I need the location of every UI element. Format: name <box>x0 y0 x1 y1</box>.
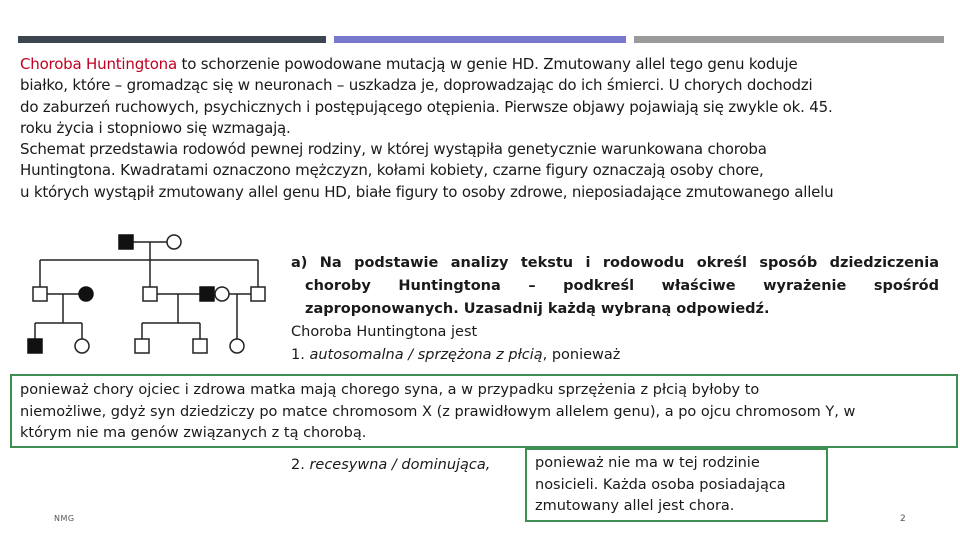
intro-line: roku życia i stopniowo się wzmagają. <box>20 118 291 137</box>
healthy-female-symbol <box>230 339 244 353</box>
answer-box-1[interactable] <box>10 374 958 448</box>
question-line: a) Na podstawie analizy tekstu i rodowodu określ sposób dziedziczenia <box>291 255 939 271</box>
answer-box-2[interactable] <box>525 448 828 522</box>
affected-male-symbol <box>200 287 214 301</box>
intro-line: Huntingtona. Kwadratami oznaczono mężczyzn, kołami kobiety, czarne figury oznaczają osoby chore, <box>20 161 764 180</box>
healthy-male-symbol <box>135 339 149 353</box>
intro-line: białko, które – gromadząc się w neuronach – uszkadza je, doprowadzając do ich śmierci. U chorych dochodzi <box>20 76 813 95</box>
answer-line: ponieważ nie ma w tej rodzinie <box>535 455 760 471</box>
footer-author: NMG <box>54 514 75 523</box>
option-1-choices: autosomalna / sprzężona z płcią <box>309 347 543 363</box>
healthy-male-symbol <box>193 339 207 353</box>
answer-line: niemożliwe, gdyż syn dziedziczy po matce chromosom X (z prawidłowym allelem genu), a po ojcu chromosom Y, w <box>20 403 856 420</box>
intro-line: do zaburzeń ruchowych, psychicznych i postępującego otępienia. Pierwsze objawy pojawiają się zwykle ok. 45. <box>20 97 833 116</box>
intro-text <box>20 54 945 203</box>
header-bar-gray <box>634 36 944 43</box>
answer-line: zmutowany allel jest chora. <box>535 498 735 514</box>
intro-line: Schemat przedstawia rodowód pewnej rodziny, w której wystąpiła genetycznie warunkowana choroba <box>20 140 767 159</box>
option-1: 1. autosomalna / sprzężona z płcią, ponieważ <box>291 347 621 363</box>
answer-line: którym nie ma genów związanych z tą chorobą. <box>20 425 367 441</box>
affected-male-symbol <box>28 339 42 353</box>
pedigree-chart <box>0 234 280 358</box>
question-block <box>291 252 939 367</box>
question-line: zaproponowanych. Uzasadnij każdą wybraną odpowiedź. <box>305 301 770 317</box>
question-instruction <box>291 252 939 321</box>
option-2: 2. recesywna / dominująca, <box>291 457 491 473</box>
intro-line: u których wystąpił zmutowany allel genu HD, białe figury to osoby zdrowe, nieposiadające zmutowanego allelu <box>20 182 834 201</box>
healthy-male-symbol <box>251 287 265 301</box>
answer-line: nosicieli. Każda osoba posiadająca <box>535 476 786 493</box>
healthy-female-symbol <box>215 287 229 301</box>
healthy-female-symbol <box>75 339 89 353</box>
healthy-female-symbol <box>167 235 181 249</box>
healthy-male-symbol <box>143 287 157 301</box>
page-number: 2 <box>900 514 906 524</box>
option-2-choices: recesywna / dominująca, <box>309 457 491 473</box>
healthy-male-symbol <box>33 287 47 301</box>
affected-female-symbol <box>79 287 93 301</box>
header-bar-dark <box>18 36 326 43</box>
question-line: choroby Huntingtona – podkreśl właściwe wyrażenie spośród <box>305 278 939 294</box>
affected-male-symbol <box>119 235 133 249</box>
header-bar-blue <box>334 36 626 43</box>
intro-line: Choroba Huntingtona to schorzenie powodowane mutacją w genie HD. Zmutowany allel tego genu koduje <box>20 55 798 73</box>
question-stem: Choroba Huntingtona jest <box>291 324 478 340</box>
answer-line: ponieważ chory ojciec i zdrowa matka mają chorego syna, a w przypadku sprzężenia z płcią byłoby to <box>20 382 760 398</box>
disease-name-highlight: Choroba Huntingtona <box>20 55 177 73</box>
